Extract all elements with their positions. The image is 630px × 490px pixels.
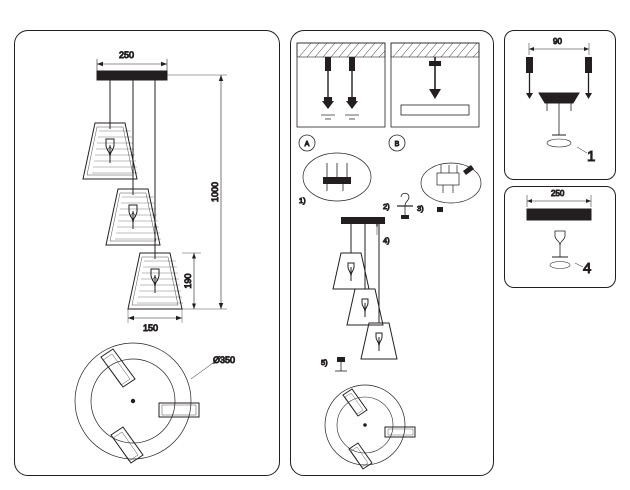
- label-option-b: B: [394, 141, 400, 148]
- dim-drop-height: 1000: [210, 181, 220, 203]
- mount-option-a-badge: [299, 135, 315, 151]
- step-5: [321, 357, 347, 371]
- qty-anchor: 1: [587, 148, 596, 165]
- dim-shade-height: 190: [183, 273, 193, 289]
- shade-cone-icon: [333, 253, 369, 289]
- label-step-1: 1): [299, 196, 306, 205]
- assembly-steps-drawing: [291, 31, 493, 475]
- label-step-3: 3): [417, 204, 424, 213]
- anchor-detail-drawing: [505, 31, 615, 179]
- dim-plate-width: 250: [551, 189, 565, 198]
- shade-cone-icon: [106, 189, 161, 245]
- step-1: [299, 153, 371, 205]
- bulb-icon: [550, 231, 570, 269]
- shade-cone-icon: [128, 253, 183, 309]
- qty-bulb: 4: [583, 260, 592, 277]
- top-view-plate-icon: [75, 343, 213, 463]
- label-step-5: 5): [321, 358, 328, 367]
- label-option-a: A: [304, 141, 310, 148]
- step-2: [383, 193, 413, 219]
- canopy-plate-icon: [97, 71, 167, 80]
- wall-plug-icon: [325, 57, 355, 71]
- canopy-plate-icon: [401, 105, 469, 115]
- step-4: [333, 217, 397, 359]
- panel-main-dimensions: [14, 30, 280, 476]
- dim-anchor-width: 90: [553, 37, 562, 46]
- canopy-detail-drawing: [505, 187, 615, 287]
- top-view-plate-icon: [325, 385, 415, 469]
- shade-cone-icon: [361, 323, 397, 359]
- dim-spread-diameter: Ø350: [213, 355, 236, 365]
- label-step-4: 4): [383, 236, 390, 245]
- wire-connector-icon: [323, 163, 351, 191]
- canopy-plate-icon: [527, 209, 591, 220]
- step-3: [417, 163, 481, 213]
- screw-icon: [322, 71, 358, 109]
- main-dimensions-drawing: [15, 31, 279, 475]
- bracket-icon: [539, 93, 579, 103]
- label-step-2: 2): [383, 202, 390, 211]
- panel-canopy-detail: [504, 186, 616, 288]
- mount-option-b: [391, 43, 479, 127]
- dim-shade-width: 150: [143, 323, 159, 333]
- panel-anchor-detail: [504, 30, 616, 180]
- wall-plug-icon: [526, 57, 592, 73]
- mount-option-b-badge: [389, 135, 405, 151]
- hook-icon: [429, 57, 441, 99]
- dim-canopy-width: 250: [119, 50, 135, 60]
- shade-cone-icon: [83, 123, 138, 179]
- bulb-icon: [335, 357, 347, 371]
- shade-cone-icon: [347, 289, 383, 325]
- panel-assembly-steps: [290, 30, 494, 476]
- mount-option-a: [297, 43, 385, 127]
